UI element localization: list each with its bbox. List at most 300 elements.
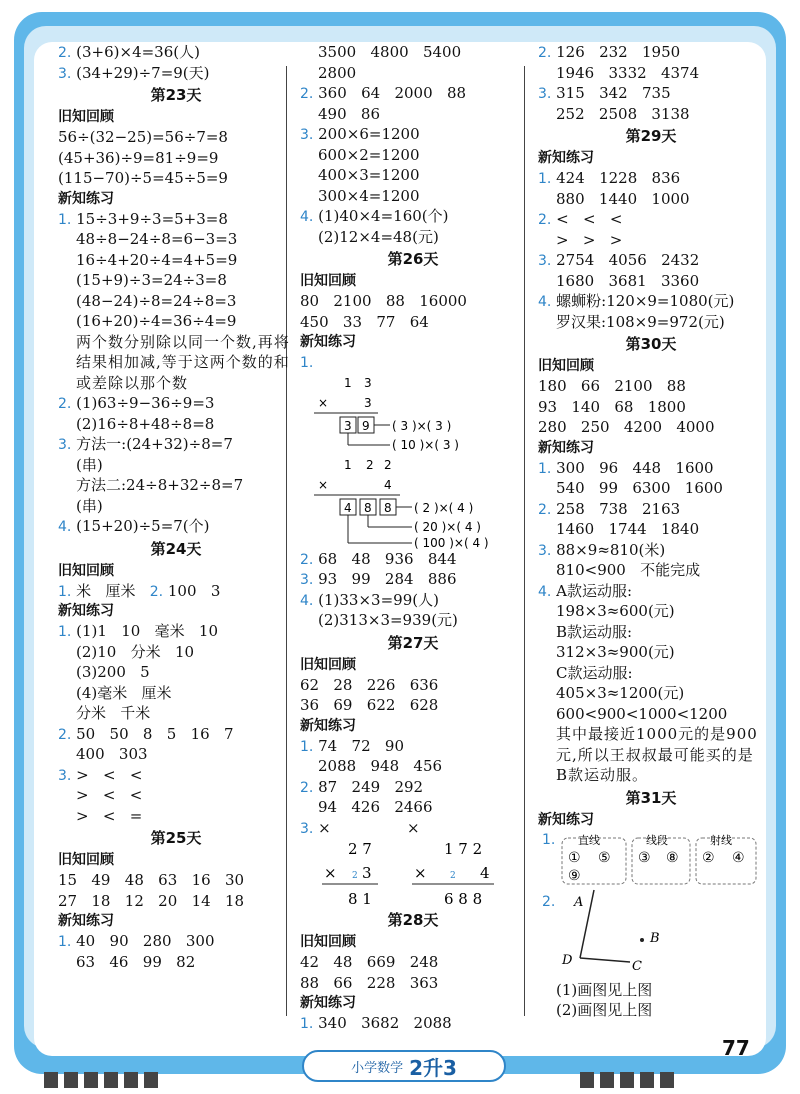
answer-value: (34+29)÷7=9(天)	[76, 63, 210, 82]
answer-value: (115−70)÷5=45÷5=9	[58, 169, 228, 187]
answer-value: 315 342 735	[556, 84, 671, 102]
answer-value: 600×2=1200	[318, 145, 420, 164]
answer-line	[538, 581, 764, 602]
question-number: 2.	[149, 583, 164, 600]
answer-line	[538, 663, 764, 684]
digit: 8	[384, 500, 392, 515]
answer-value: 68 48 936 844	[318, 549, 457, 568]
answer-line	[58, 516, 294, 537]
section-heading: 新知练习	[300, 334, 356, 350]
answer-line	[58, 703, 294, 724]
question-number: 2.	[300, 551, 314, 568]
answer-line	[300, 549, 526, 570]
question-number: 3.	[58, 65, 72, 82]
answer-line	[58, 393, 294, 414]
geometry-figure-svg	[542, 888, 768, 980]
section-heading: 新知练习	[58, 603, 114, 619]
times-sign: ×	[318, 395, 329, 410]
answer-value: C款运动服:	[556, 663, 633, 682]
answer-line	[58, 806, 294, 827]
answer-line	[538, 560, 764, 581]
multiplier: 3	[362, 864, 372, 882]
column-2	[300, 42, 526, 1034]
times-sign: ×	[318, 477, 329, 492]
answer-line	[58, 311, 294, 332]
answer-line	[58, 765, 294, 786]
answer-value: 198×3≈600(元)	[556, 602, 675, 620]
question-number: 2.	[58, 726, 72, 743]
section-heading: 新知练习	[538, 150, 594, 166]
answer-line	[538, 168, 764, 189]
answer-value: 450 33 77 64	[300, 312, 429, 331]
point-label: A	[574, 894, 584, 910]
answer-value: (1)1 10 毫米 10	[76, 622, 219, 640]
section-heading: 旧知回顾	[300, 656, 356, 673]
answer-line	[58, 870, 294, 891]
answer-value: 50 50 8 5 16 7	[76, 724, 234, 743]
answer-value: 16÷4+20÷4=4+5=9	[76, 250, 238, 269]
item: ④	[732, 849, 745, 866]
answer-line	[538, 601, 764, 622]
answer-value: 312×3≈900(元)	[556, 643, 675, 661]
answer-value: (1)33×3=99(人)	[318, 590, 439, 609]
answer-line	[58, 63, 294, 84]
answer-line	[300, 777, 526, 798]
day-heading: 第27天	[387, 633, 439, 652]
answer-line	[58, 250, 294, 271]
answer-line	[538, 397, 764, 418]
footer-bars-left	[44, 1072, 164, 1088]
answer-line	[538, 291, 764, 312]
answer-value: 3500 4800 5400	[318, 43, 462, 61]
answer-value: 93 99 284 886	[318, 570, 457, 588]
answer-value: (1)40×4=160(个)	[318, 207, 449, 225]
answer-line	[300, 352, 526, 373]
answer-value: 63 46 99 82	[76, 952, 196, 971]
answer-value: 2088 948 456	[318, 757, 443, 775]
day-heading: 第31天	[625, 788, 677, 807]
answer-value: 分米 千米	[76, 704, 151, 722]
answer-line	[58, 42, 294, 63]
question-number: 1.	[542, 831, 556, 848]
product-note: ( 2 )×( 4 )	[414, 500, 474, 515]
book-grade: 2升3	[409, 1056, 457, 1080]
answer-line	[58, 931, 294, 952]
answer-line	[58, 291, 294, 312]
category-label: 线段	[646, 833, 668, 847]
answer-line	[538, 209, 764, 230]
answer-value: 1946 3332 4374	[556, 63, 700, 82]
answer-value: 258 738 2163	[556, 499, 681, 518]
answer-value: > < <	[76, 765, 143, 784]
answer-line	[58, 744, 294, 765]
answer-value: 405×3≈1200(元)	[556, 684, 685, 702]
answer-line	[300, 291, 526, 312]
item: ⑨	[568, 867, 581, 884]
answer-line	[538, 683, 764, 704]
product-note: ( 20 )×( 4 )	[414, 519, 481, 534]
multiplication-diagram	[304, 373, 526, 549]
day-heading: 第26天	[387, 250, 439, 268]
answer-line	[58, 662, 294, 683]
answer-line	[300, 818, 526, 839]
answer-value: (串)	[76, 455, 103, 474]
question-number: 3.	[538, 542, 552, 559]
digit: 9	[362, 418, 370, 433]
answer-value: × ×	[318, 818, 420, 837]
multiplication-diagram-svg	[304, 373, 524, 549]
question-number: 2.	[538, 501, 552, 518]
answer-line	[58, 496, 294, 517]
answer-value: 200×6=1200	[318, 125, 420, 143]
section-heading: 旧知回顾	[300, 934, 356, 950]
section-heading: 旧知回顾	[58, 562, 114, 579]
answer-line	[58, 168, 294, 189]
book-brand	[302, 1050, 506, 1082]
product: 8 1	[348, 890, 372, 908]
answer-line	[300, 42, 526, 63]
multiplicand: 2 7	[348, 840, 372, 858]
question-number: 2.	[538, 212, 552, 228]
answer-line	[58, 209, 294, 230]
answer-value: 42 48 669 248	[300, 953, 439, 971]
section-heading: 新知练习	[538, 811, 594, 828]
answer-line	[538, 1000, 764, 1021]
question-number: 4.	[538, 583, 552, 600]
answer-value: 2800	[318, 63, 357, 82]
answer-line	[300, 312, 526, 333]
question-number: 1.	[300, 355, 314, 371]
line-classification	[542, 830, 764, 888]
answer-line	[300, 695, 526, 716]
day-heading: 第23天	[150, 86, 202, 104]
question-number: 1.	[538, 460, 552, 477]
answer-line	[300, 610, 526, 631]
answer-value: (2)10 分米 10	[76, 642, 195, 661]
answer-value: 252 2508 3138	[556, 104, 690, 123]
column-1	[58, 42, 294, 972]
day-heading: 第28天	[387, 911, 439, 929]
answer-value: 600<900<1000<1200	[556, 704, 728, 723]
question-number: 4.	[538, 294, 552, 310]
multiplier: 4	[480, 864, 490, 882]
answer-line	[300, 590, 526, 611]
day-heading: 第29天	[625, 127, 677, 145]
question-number: 2.	[300, 779, 314, 796]
answer-line	[58, 148, 294, 169]
product: 6 8 8	[444, 890, 483, 908]
digit: 4	[384, 477, 392, 492]
answer-line	[300, 206, 526, 227]
answer-value: 400 303	[76, 745, 148, 763]
answer-line	[538, 980, 764, 1001]
answer-line	[300, 756, 526, 777]
section-heading: 旧知回顾	[538, 358, 594, 374]
answer-value: > > >	[556, 230, 623, 249]
question-number: 3.	[538, 86, 552, 102]
question-number: 2.	[542, 893, 556, 910]
answer-line	[58, 581, 294, 602]
question-number: 3.	[58, 437, 72, 453]
answer-value: 880 1440 1000	[556, 189, 690, 208]
answer-line	[58, 455, 294, 476]
answer-value: (3+6)×4=36(人)	[76, 43, 200, 61]
answer-value: (45+36)÷9=81÷9=9	[58, 148, 219, 167]
question-number: 3.	[538, 253, 552, 269]
times-sign: ×	[414, 864, 427, 882]
answer-value: > < <	[76, 786, 143, 804]
answer-value: 87 249 292	[318, 777, 424, 796]
answer-value: (15+9)÷3=24÷3=8	[76, 271, 227, 289]
answer-value: 74 72 90	[318, 736, 405, 755]
answer-value: (1)63÷9−36÷9=3	[76, 394, 215, 412]
digit: 3	[364, 395, 372, 410]
question-number: 4.	[300, 592, 314, 609]
answer-line	[538, 83, 764, 104]
question-number: 2.	[58, 396, 72, 412]
section-heading: 新知练习	[300, 995, 356, 1011]
answer-value: 88×9≈810(米)	[556, 540, 666, 559]
day-heading: 第25天	[150, 829, 202, 847]
answer-value: (15+20)÷5=7(个)	[76, 517, 210, 535]
answer-value: 2754 4056 2432	[556, 251, 700, 269]
times-sign: ×	[324, 864, 337, 882]
digit: 1	[344, 375, 352, 390]
answer-value: 400×3=1200	[318, 166, 420, 184]
point-label: D	[562, 952, 573, 968]
section-heading: 新知练习	[300, 717, 356, 734]
answer-value: 540 99 6300 1600	[556, 479, 723, 497]
day-heading: 第30天	[625, 335, 677, 353]
answer-value: 300 96 448 1600	[556, 458, 714, 477]
answer-line	[58, 434, 294, 455]
answer-page	[34, 42, 766, 1056]
question-number: 1.	[58, 624, 72, 640]
answer-line	[538, 642, 764, 663]
point-label: B	[650, 930, 660, 946]
answer-line	[538, 622, 764, 643]
answer-value: (2)16÷8+48÷8=8	[76, 414, 215, 433]
answer-value: (1)画图见上图	[556, 980, 653, 999]
category-label: 直线	[578, 833, 600, 847]
answer-value: 36 69 622 628	[300, 696, 439, 714]
answer-line	[300, 104, 526, 125]
item: ⑧	[666, 849, 679, 866]
carry: 2	[352, 871, 358, 881]
answer-line	[538, 63, 764, 84]
section-heading: 新知练习	[58, 913, 114, 929]
answer-value: < < <	[556, 210, 623, 228]
answer-line	[58, 621, 294, 642]
answer-line	[300, 675, 526, 696]
section-heading: 旧知回顾	[58, 852, 114, 868]
answer-text: 其中最接近1000元的是900元,所以王叔叔最可能买的是B款运动服。	[556, 725, 758, 784]
item: ①	[568, 849, 581, 866]
answer-value: 米 厘米	[76, 581, 150, 600]
answer-value: 88 66 228 363	[300, 973, 439, 992]
answer-line	[300, 1013, 526, 1034]
answer-line	[300, 165, 526, 186]
answer-line	[300, 145, 526, 166]
answer-value: 62 28 226 636	[300, 675, 439, 694]
answer-value: 56÷(32−25)=56÷7=8	[58, 128, 228, 146]
geometry-figure	[542, 888, 764, 980]
answer-line	[538, 271, 764, 292]
answer-line	[538, 376, 764, 397]
column-3	[538, 42, 764, 1021]
answer-line	[58, 891, 294, 912]
product-note: ( 100 )×( 4 )	[414, 535, 489, 549]
answer-line	[58, 724, 294, 745]
answer-line	[58, 270, 294, 291]
answer-value: (2)画图见上图	[556, 1001, 653, 1019]
category-label: 射线	[710, 833, 732, 847]
line-classification-svg	[542, 830, 768, 888]
book-subject: 小学数学	[351, 1061, 404, 1076]
answer-value: (48−24)÷8=24÷8=3	[76, 291, 237, 310]
question-number: 1.	[538, 171, 552, 187]
answer-line	[58, 475, 294, 496]
answer-value: 罗汉果:108×9=972(元)	[556, 312, 725, 331]
question-number: 3.	[300, 820, 314, 837]
answer-line	[538, 478, 764, 499]
question-number: 2.	[300, 86, 314, 102]
digit: 3	[344, 418, 352, 433]
section-heading: 旧知回顾	[58, 109, 114, 125]
answer-line	[58, 642, 294, 663]
answer-line	[300, 63, 526, 84]
answer-value: 方法二:24÷8+32÷8=7	[76, 476, 244, 494]
answer-value: 15÷3+9÷3=5+3=8	[76, 209, 228, 228]
question-number: 1.	[58, 583, 72, 600]
vertical-multiplication	[304, 838, 526, 908]
digit: 1	[344, 457, 352, 472]
answer-value: (串)	[76, 496, 103, 515]
answer-value: 80 2100 88 16000	[300, 292, 467, 310]
answer-value: 180 66 2100 88	[538, 377, 686, 395]
answer-value: 27 18 12 20 14 18	[58, 891, 245, 910]
digit: 3	[364, 375, 372, 390]
answer-line	[300, 569, 526, 590]
section-heading: 新知练习	[538, 439, 594, 456]
answer-value: 1680 3681 3360	[556, 271, 700, 290]
answer-line	[538, 42, 764, 63]
answer-line	[58, 414, 294, 435]
answer-value: 340 3682 2088	[318, 1014, 452, 1032]
answer-line	[538, 519, 764, 540]
answer-value: 810<900 不能完成	[556, 561, 701, 579]
answer-line	[538, 540, 764, 561]
answer-value: (3)200 5	[76, 663, 150, 681]
answer-line	[300, 227, 526, 248]
answer-line	[300, 973, 526, 994]
answer-line	[538, 458, 764, 479]
answer-line	[538, 230, 764, 251]
question-number: 4.	[300, 209, 314, 225]
answer-value: 360 64 2000 88	[318, 84, 467, 102]
question-number: 4.	[58, 519, 72, 535]
question-number: 1.	[300, 738, 314, 755]
answer-line	[538, 104, 764, 125]
answer-value: 48÷8−24÷8=6−3=3	[76, 230, 238, 248]
answer-line	[538, 499, 764, 520]
point-label: C	[632, 958, 642, 974]
answer-value: 94 426 2466	[318, 798, 433, 816]
answer-line	[300, 952, 526, 973]
answer-line	[58, 683, 294, 704]
answer-value: A款运动服:	[556, 581, 633, 600]
item: ⑤	[598, 849, 611, 866]
digit: 2	[384, 457, 392, 472]
question-number: 1.	[300, 1016, 314, 1032]
question-number: 1.	[58, 211, 72, 228]
answer-line	[58, 229, 294, 250]
answer-value: 93 140 68 1800	[538, 397, 686, 416]
answer-value: (4)毫米 厘米	[76, 683, 172, 702]
digit: 2	[366, 457, 374, 472]
product-note: ( 3 )×( 3 )	[392, 418, 452, 433]
multiplicand: 1 7 2	[444, 840, 483, 858]
digit: 8	[364, 500, 372, 515]
answer-text: 两个数分别除以同一个数,再将结果相加减,等于这两个数的和或差除以那个数	[76, 332, 290, 392]
answer-line	[300, 797, 526, 818]
question-number: 1.	[58, 934, 72, 950]
question-number: 3.	[300, 127, 314, 143]
answer-line	[58, 785, 294, 806]
page-number: 77	[722, 1036, 750, 1060]
answer-line	[300, 83, 526, 104]
section-heading: 旧知回顾	[300, 273, 356, 289]
answer-value: (2)12×4=48(元)	[318, 227, 439, 246]
answer-value: 1460 1744 1840	[556, 520, 700, 538]
item: ②	[702, 849, 715, 866]
answer-value: 300×4=1200	[318, 186, 420, 205]
answer-value: (16+20)÷4=36÷4=9	[76, 312, 237, 330]
answer-value: > < =	[76, 806, 143, 825]
answer-value: 126 232 1950	[556, 43, 681, 61]
answer-value: 方法一:(24+32)÷8=7	[76, 435, 233, 453]
answer-value: 15 49 48 63 16 30	[58, 871, 245, 889]
answer-value: 490 86	[318, 104, 381, 123]
question-number: 3.	[58, 767, 72, 784]
section-heading: 新知练习	[58, 190, 114, 207]
question-number: 2.	[58, 45, 72, 61]
answer-value: (2)313×3=939(元)	[318, 611, 458, 629]
answer-line	[300, 124, 526, 145]
answer-value: 424 1228 836	[556, 169, 681, 187]
vertical-multiplication-svg	[304, 838, 524, 908]
answer-line	[58, 127, 294, 148]
question-number: 2.	[538, 45, 552, 61]
answer-line	[58, 952, 294, 973]
answer-line	[538, 312, 764, 333]
answer-line	[300, 186, 526, 207]
digit: 4	[344, 500, 352, 515]
answer-line	[538, 704, 764, 725]
carry: 2	[450, 871, 456, 881]
answer-line	[538, 417, 764, 438]
answer-line	[538, 250, 764, 271]
answer-line	[300, 736, 526, 757]
answer-line	[538, 189, 764, 210]
answer-value: B款运动服:	[556, 622, 633, 641]
answer-value: 40 90 280 300	[76, 932, 215, 950]
footer-bars-right	[580, 1072, 680, 1088]
item: ③	[638, 849, 651, 866]
question-number: 3.	[300, 572, 314, 588]
answer-value: 螺蛳粉:120×9=1080(元)	[556, 292, 735, 310]
answer-value: 280 250 4200 4000	[538, 418, 715, 436]
